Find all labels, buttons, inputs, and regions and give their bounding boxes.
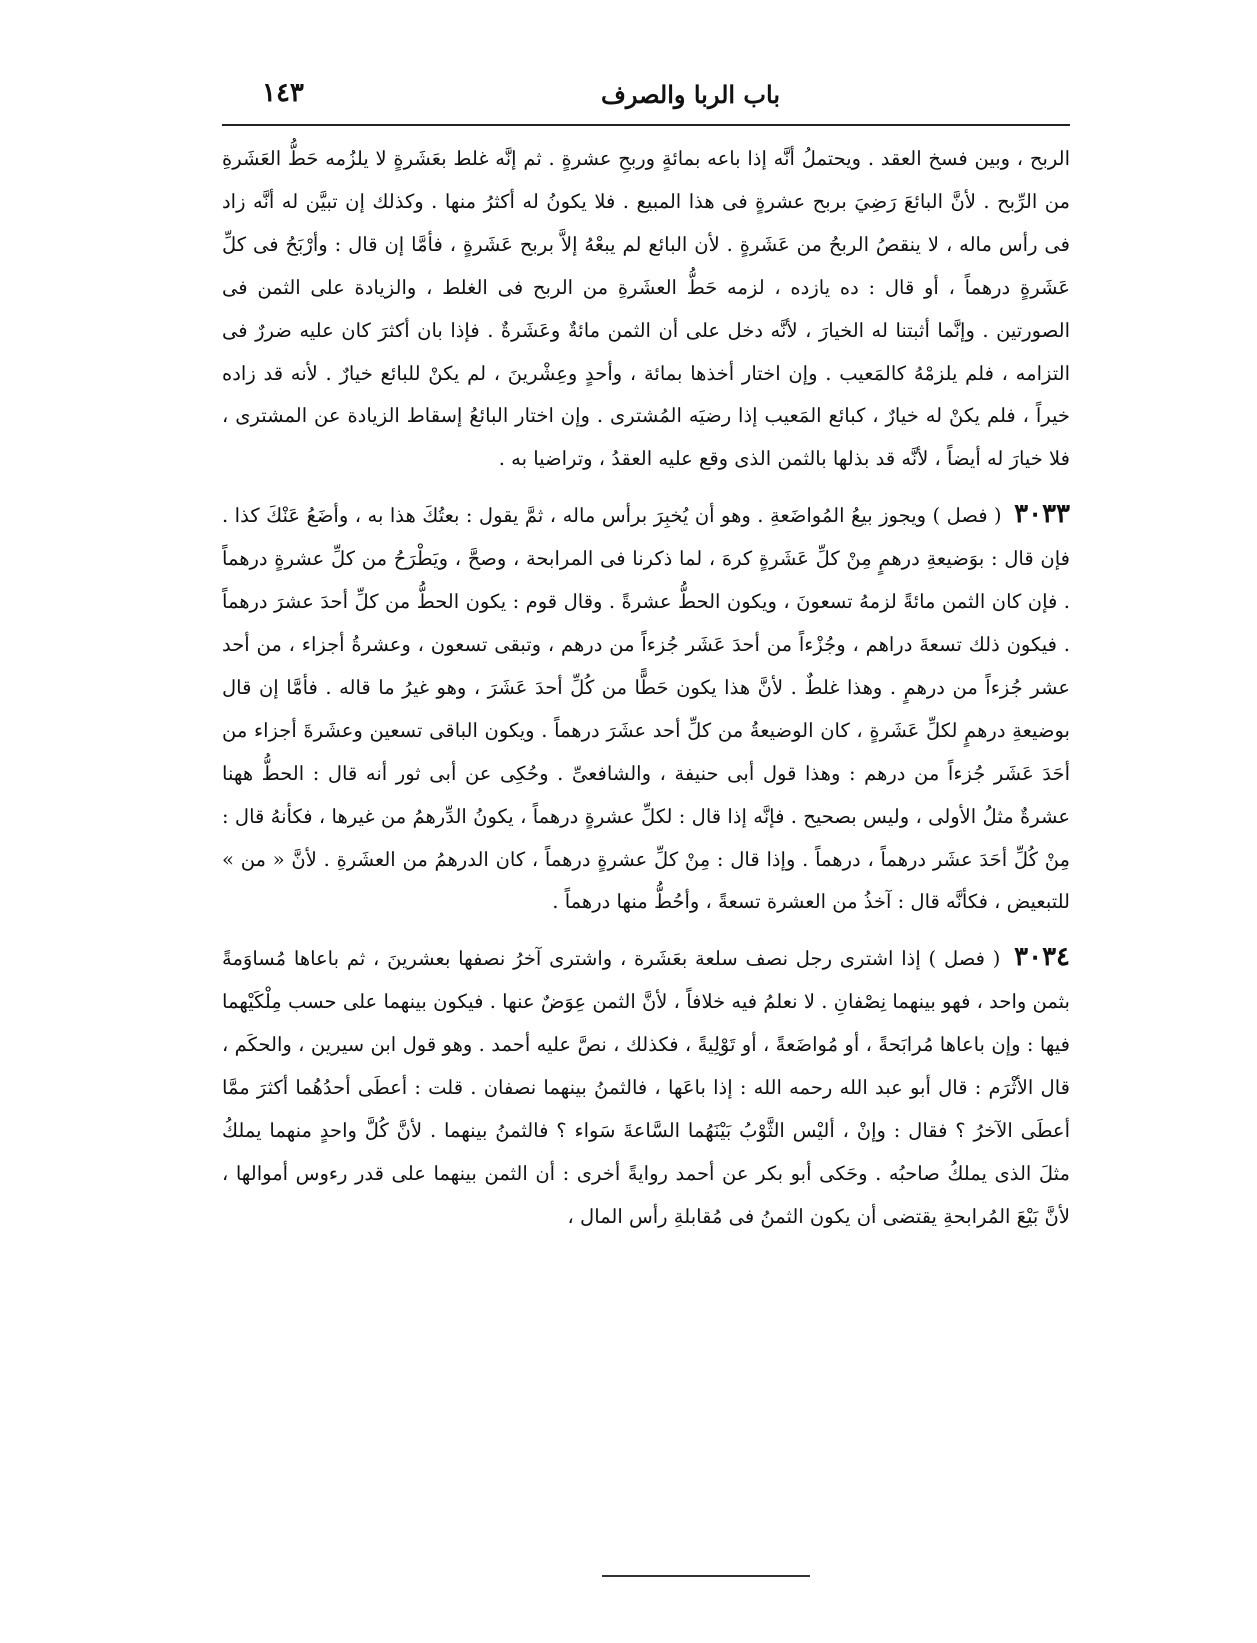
paragraph xyxy=(222,936,1070,1238)
page-body xyxy=(222,138,1070,1239)
paragraph-number: ٣٠٣٣ xyxy=(1014,499,1071,530)
page-number: ١٤٣ xyxy=(262,78,304,108)
running-title: باب الربا والصرف xyxy=(600,80,780,109)
paragraph-number: ٣٠٣٤ xyxy=(1014,942,1071,973)
page-header xyxy=(222,74,1070,120)
paragraph xyxy=(222,493,1070,924)
paragraph-text: ( فصل ) إذا اشترى رجل نصف سلعة بعَشَرة ، واشترى آخرُ نصفها بعشرينَ ، ثم باعاها مُساوَمةً بثمن واحد ، فهو بينهما نِصْفانِ . لا نعلمُ فيه خلافاً ، لأنَّ الثمن عِوَضٌ عنها . فيكون بينهما على حسب مِلْكَيْهما فيها : وإن باعاها مُرابَحةً ، أو مُواضَعةً ، أو تَوْلِيةً ، فكذلك ، نصَّ عليه أحمد . وهو قول ابن سيرين ، والحكَم ، قال الأثْرَم : قال أبو عبد الله رحمه الله : إذا باعَها ، فالثمنُ بينهما نصفان . قلت : أعطَى أحدُهُما أكثرَ ممَّا أعطَى الآخرُ ؟ فقال : وإنْ ، أليْس الثَّوْبُ بَيْنَهُما السَّاعةَ سَواء ؟ فالثمنُ بينهما . لأنَّ كُلَّ واحدٍ منهما يملكُ مثلَ الذى يملكُ صاحبُه . وحَكى أبو بكر عن أحمد روايةً أخرى : أن الثمن بينهما على قدر رءوس أموالها ، لأنَّ بَيْعَ المُرابحةِ يقتضى أن يكون الثمنُ فى مُقابلةِ رأس المال ، xyxy=(222,947,1070,1228)
paragraph xyxy=(222,138,1070,481)
header-rule xyxy=(222,124,1070,126)
paragraph-text: ( فصل ) ويجوز بيعُ المُواضَعةِ . وهو أن يُخبِرَ برأس ماله ، ثمَّ يقول : بعتُكَ هذا به ، وأضَعُ عَنْكَ كذا . فإن قال : بوَضيعةِ درهمٍ مِنْ كلِّ عَشَرةٍ كرهَ ، لما ذكرنا فى المرابحة ، وصحَّ ، ويَطْرَحُ من كلِّ عشرةٍ درهماً . فإن كان الثمن مائةً لزمهُ تسعونَ ، ويكون الحطُّ عشرةً . وقال قوم : يكون الحطُّ من كلِّ أحدَ عشرَ درهماً . فيكون ذلك تسعةَ دراهم ، وجُزْءاً من أحدَ عَشَر جُزءاً من درهم ، وتبقى تسعون ، وعشرةُ أجزاء ، من أحد عشر جُزءاً من درهمٍ . وهذا غلطٌ . لأنَّ هذا يكون حَطًّا من كُلِّ أحدَ عَشَرَ ، وهو غيرُ ما قاله . فأمَّا إن قال بوضيعةِ درهمٍ لكلِّ عَشَرةٍ ، كان الوضيعةُ من كلِّ أحد عشَرَ درهماً . ويكون الباقى تسعين وعشَرةَ أجزاء من أحَدَ عَشَر جُزءاً من درهم : وهذا قول أبى حنيفة ، والشافعىِّ . وحُكِى عن أبى ثور أنه قال : الحطُّ ههنا عشرةٌ مثلُ الأولى ، وليس بصحيح . فإنَّه إذا قال : لكلِّ عشرةٍ درهماً ، يكونُ الدِّرهمُ من غيرها ، فكأنهُ قال : مِنْ كُلِّ أحَدَ عشَر درهماً ، درهماً . وإذا قال : مِنْ كلِّ عشرةٍ درهماً ، كان الدرهمُ من العشَرةِ . لأنَّ « من » للتبعيض ، فكأنَّه قال : آخذُ من العشرة تسعةً ، وأحُطُّ منها درهماً . xyxy=(222,504,1070,914)
paragraph-text: الربح ، وبين فسخ العقد . ويحتملُ أنَّه إذا باعه بمائةٍ وربحِ عشرةٍ . ثم إنَّه غلط بعَشَرةٍ لا يلزُمه حَطُّ العَشَرةِ من الرِّبح . لأنَّ البائعَ رَضِيَ بربح عشرةٍ فى هذا المبيع . فلا يكونُ له أكثرُ منها . وكذلك إن تبيَّن له أنَّه زاد فى رأس ماله ، لا ينقصُ الربحُ من عَشَرةٍ . لأن البائع لم يبعْهُ إلاَّ بربح عَشَرةٍ ، فأمَّا إن قال : وأرْبَحُ فى كلِّ عَشَرةٍ درهماً ، أو قال : ده يازده ، لزمه حَطُّ العشَرةِ من الربح فى الغلط ، والزيادة على الثمن فى الصورتين . وإنَّما أثبتنا له الخيارَ ، لأنَّه دخل على أن الثمن مائةٌ وعَشَرةٌ . فإذا بان أكثرَ كان عليه ضررٌ فى التزامه ، فلم يلزمْهُ كالمَعيب . وإن اختار أخذها بمائة ، وأحدٍ وعِشْرينَ ، لم يكنْ للبائع خيارٌ . لأنه قد زاده خيراً ، فلم يكنْ له خيارٌ ، كبائع المَعيب إذا رضيَه المُشترى . وإن اختار البائعُ إسقاط الزيادة عن المشترى ، فلا خيارَ له أيضاً ، لأنَّه قد بذلها بالثمن الذى وقع عليه العقدُ ، وتراضيا به . xyxy=(222,147,1070,471)
footer-rule xyxy=(602,1575,810,1577)
